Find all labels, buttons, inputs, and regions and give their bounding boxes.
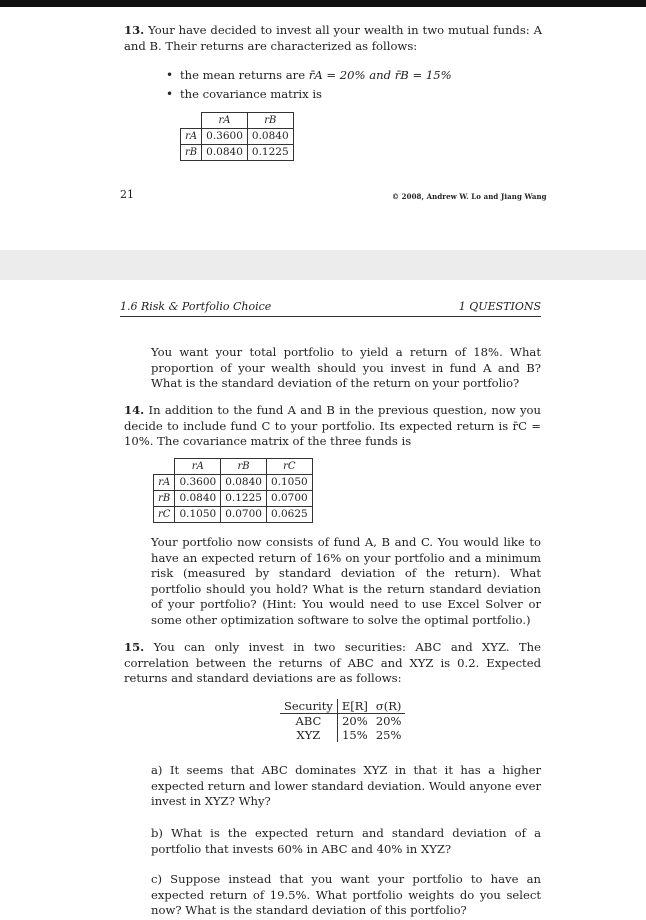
question-14-intro (124, 403, 541, 450)
question-15-part-c: c) Suppose instead that you want your portfolio to have an expected return of 19.5%. What portfolio weights do you select now? What is the standard deviation of this portfolio? (151, 872, 541, 918)
cov-header-cell: rA (175, 459, 221, 475)
cov-cell: 0.1225 (247, 145, 293, 161)
securities-cell: XYZ (280, 728, 337, 742)
cov-row-label: rA (181, 129, 202, 145)
cov-cell: 0.3600 (202, 129, 248, 145)
covariance-table-2x2 (180, 112, 294, 161)
securities-cell: 20% (342, 714, 368, 728)
cov-corner (154, 459, 175, 475)
question-13-intro-text: Your have decided to invest all your wealth in two mutual funds: A and B. Their returns are characterized as follows: (124, 23, 542, 53)
cov-cell: 0.0840 (175, 491, 221, 507)
running-header-left: 1.6 Risk & Portfolio Choice (120, 300, 272, 313)
copyright-notice: © 2008, Andrew W. Lo and Jiang Wang (392, 192, 547, 201)
cov-row-label: rA (154, 475, 175, 491)
securities-header-cell: E[R] (337, 699, 372, 714)
securities-header-cell: Security (280, 699, 337, 714)
bullet-mean-returns (166, 66, 536, 85)
cov-cell: 0.0700 (266, 491, 312, 507)
cov-cell: 0.0625 (266, 507, 312, 523)
bullet-covariance: • the covariance matrix is (166, 85, 536, 104)
cov-cell: 0.3600 (175, 475, 221, 491)
cov-header-cell: rB (221, 459, 267, 475)
cov-header-cell: rC (266, 459, 312, 475)
cov-cell: 0.1050 (175, 507, 221, 523)
cov-cell: 0.1050 (266, 475, 312, 491)
cov-corner (181, 113, 202, 129)
question-15-part-a: a) It seems that ABC dominates XYZ in that it has a higher expected return and lower standard deviation. Would anyone ever invest in XYZ? Why? (151, 763, 541, 809)
bullet-mean-returns-prefix: the mean returns are (180, 68, 306, 82)
question-13-number: 13. (124, 23, 145, 37)
cov-cell: 0.0840 (202, 145, 248, 161)
cov-cell: 0.0840 (247, 129, 293, 145)
question-13-continued: You want your total portfolio to yield a return of 18%. What proportion of your wealth should you invest in fund A and B? What is the standard deviation of the return on your portfolio? (151, 345, 541, 391)
cov-header-cell: rA (202, 113, 248, 129)
question-15-intro (124, 640, 541, 687)
covariance-table-3x3 (153, 458, 313, 523)
cov-row-label: rB (181, 145, 202, 161)
question-15-intro-text: You can only invest in two securities: ABC and XYZ. The correlation between the returns of ABC and XYZ is 0.2. Expected returns and standard deviations are as follows: (124, 640, 541, 686)
page-gap (0, 250, 646, 280)
cov-header-cell: rB (247, 113, 293, 129)
top-black-bar (0, 0, 646, 7)
securities-cell: ABC (280, 714, 337, 729)
cov-row-label: rB (154, 491, 175, 507)
cov-cell: 0.0700 (221, 507, 267, 523)
cov-row-label: rC (154, 507, 175, 523)
question-14-number: 14. (124, 403, 145, 417)
securities-header-cell: σ(R) (372, 699, 406, 714)
header-rule (120, 316, 541, 317)
question-13-bullets (166, 66, 536, 104)
securities-cell: 15% (342, 728, 368, 742)
question-13-intro (124, 23, 542, 54)
cov-cell: 0.0840 (221, 475, 267, 491)
question-15-number: 15. (124, 640, 145, 654)
cov-cell: 0.1225 (221, 491, 267, 507)
running-header-right: 1 QUESTIONS (458, 300, 541, 313)
question-14-body: Your portfolio now consists of fund A, B and C. You would like to have an expected return of 16% on your portfolio and a minimum risk (measured by standard deviation of the return). What portfolio should you hold? What is the return standard deviation of your portfolio? (Hint: You would need to use Excel Solver or some other optimization software to solve the optimal portfolio.) (151, 535, 541, 627)
securities-cell: 20% (375, 714, 402, 728)
securities-table (280, 699, 405, 742)
question-15-part-b: b) What is the expected return and standard deviation of a portfolio that invests 60% in ABC and 40% in XYZ? (151, 826, 541, 856)
bullet-mean-returns-math: r̄A = 20% and r̄B = 15% (308, 68, 452, 82)
page-number: 21 (120, 188, 134, 201)
question-14-intro-text: In addition to the fund A and B in the previous question, now you decide to include fund C to your portfolio. Its expected return is r̄C = 10%. The covariance matrix of the three funds is (124, 403, 542, 449)
securities-cell: 25% (375, 728, 402, 742)
